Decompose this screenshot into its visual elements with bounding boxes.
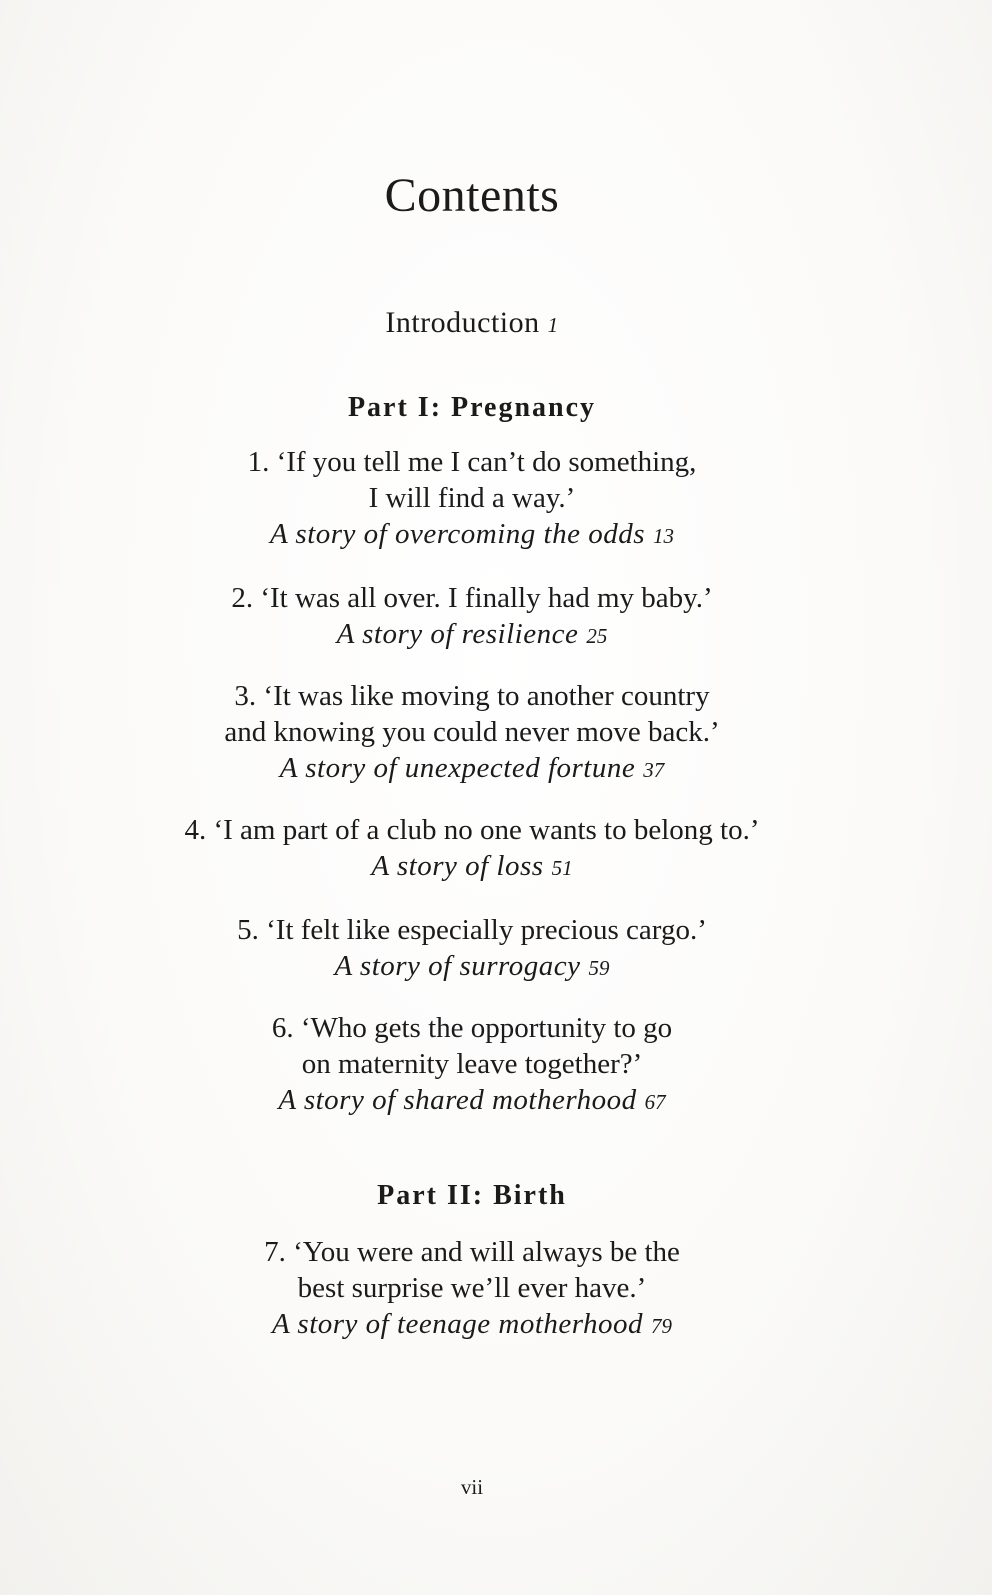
entry-3-subtitle: A story of unexpected fortune [279, 752, 636, 784]
part-heading-birth: Part II: Birth [377, 1180, 567, 1211]
introduction-label: Introduction [385, 306, 540, 339]
toc-entry-1 [0, 444, 944, 554]
entry-7-line-1: 7. ‘You were and will always be the [264, 1236, 680, 1268]
entry-5-page-number: 59 [588, 956, 610, 980]
contents-title: Contents [384, 169, 560, 222]
page-folio: vii [460, 1475, 484, 1499]
part-heading-pregnancy: Part I: Pregnancy [347, 392, 597, 423]
entry-2-subtitle: A story of resilience [336, 618, 579, 650]
entry-1-subtitle: A story of overcoming the odds [269, 518, 646, 550]
toc-entry-4 [0, 812, 944, 886]
entry-3-line-2: and knowing you could never move back.’ [224, 716, 720, 748]
entry-2-line-1: 2. ‘It was all over. I finally had my baby.’ [231, 582, 713, 614]
entry-6-page-number: 67 [644, 1090, 666, 1114]
entry-3-line-1: 3. ‘It was like moving to another country [234, 680, 710, 712]
entry-6-line-2: on maternity leave together?’ [301, 1048, 643, 1080]
entry-1-line-2: I will find a way.’ [368, 482, 576, 514]
entry-5-line-1: 5. ‘It felt like especially precious cargo.’ [237, 914, 707, 946]
entry-7-line-2: best surprise we’ll ever have.’ [297, 1272, 647, 1304]
toc-entry-2 [0, 580, 944, 654]
entry-2-page-number: 25 [586, 624, 608, 648]
entry-6-line-1: 6. ‘Who gets the opportunity to go [271, 1012, 673, 1044]
entry-7-subtitle: A story of teenage motherhood [271, 1308, 644, 1340]
toc-entry-3 [0, 678, 944, 788]
entry-1-line-1: 1. ‘If you tell me I can’t do something, [247, 446, 697, 478]
entry-3-page-number: 37 [643, 758, 665, 782]
toc-entry-6 [0, 1010, 944, 1120]
entry-1-page-number: 13 [653, 524, 675, 548]
entry-4-subtitle: A story of loss [371, 850, 544, 882]
entry-4-line-1: 4. ‘I am part of a club no one wants to belong to.’ [184, 814, 760, 846]
introduction-page-number: 1 [547, 313, 559, 337]
toc-introduction [0, 306, 944, 340]
entry-5-subtitle: A story of surrogacy [334, 950, 581, 982]
toc-entry-7 [0, 1234, 944, 1344]
entry-4-page-number: 51 [551, 856, 573, 880]
toc-entry-5 [0, 912, 944, 986]
entry-6-subtitle: A story of shared motherhood [278, 1084, 637, 1116]
entry-7-page-number: 79 [651, 1314, 673, 1338]
